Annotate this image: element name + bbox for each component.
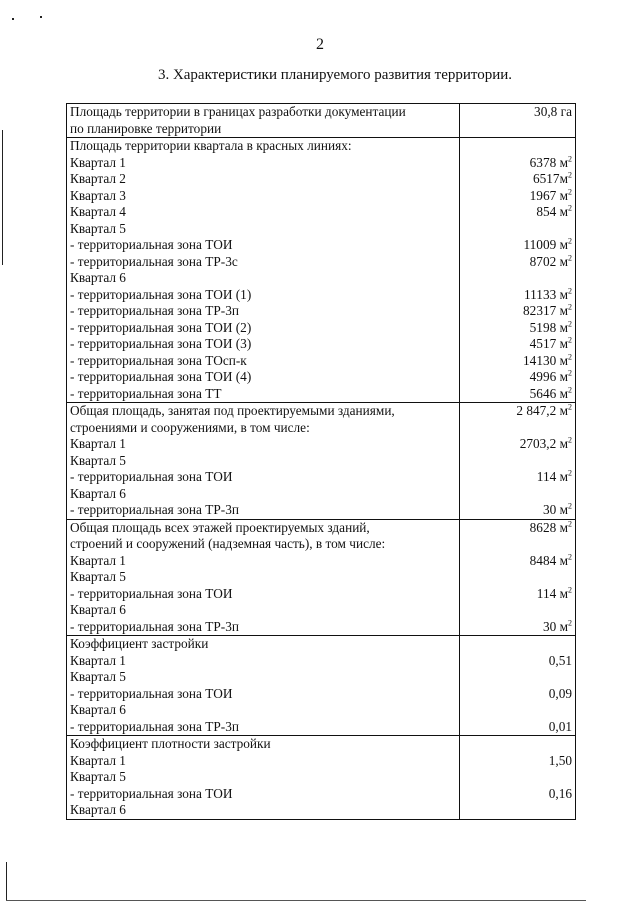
- unit-superscript: 2: [568, 187, 572, 197]
- value-line: [463, 753, 572, 770]
- unit-superscript: 2: [568, 385, 572, 395]
- value-line: [463, 104, 572, 121]
- unit-superscript: 2: [568, 519, 572, 529]
- label-line: Общая площадь, занятая под проектируемыми зданиями,: [70, 403, 395, 418]
- label-line: Квартал 4: [70, 204, 126, 219]
- label-line: - территориальная зона ТОИ (1): [70, 286, 252, 302]
- row-value-cell: [460, 519, 576, 636]
- label-line: Квартал 5: [70, 669, 126, 684]
- label-line: Квартал 6: [70, 702, 126, 717]
- value-line: [463, 736, 572, 753]
- label-line: - территориальная зона ТОсп-к: [70, 352, 247, 368]
- label-line: Квартал 5: [70, 220, 126, 236]
- label-line: - территориальная зона ТР-3п: [70, 718, 239, 734]
- label-line: Квартал 6: [70, 270, 126, 285]
- label-line: Коэффициент застройки: [70, 636, 209, 651]
- row-value-cell: [460, 403, 576, 520]
- value-text: 2703,2 м: [519, 436, 568, 451]
- table-row: [67, 104, 576, 138]
- value-line: [463, 386, 572, 403]
- label-line: Квартал 1: [70, 652, 126, 668]
- unit-superscript: 2: [568, 303, 572, 312]
- value-line: [463, 686, 572, 703]
- label-line: Общая площадь всех этажей проектируемых зданий,: [70, 519, 370, 535]
- value-line: [463, 802, 572, 819]
- value-text: 1967 м: [529, 187, 568, 203]
- table-row: [67, 736, 576, 820]
- value-text: 854 м: [536, 204, 568, 219]
- value-text: 2 847,2 м: [516, 403, 568, 418]
- label-line: - территориальная зона ТОИ: [70, 785, 233, 801]
- table-row: [67, 636, 576, 736]
- label-line: - территориальная зона ТР-3п: [70, 502, 239, 517]
- value-text: 6517м: [532, 171, 568, 186]
- value-line: [463, 353, 572, 370]
- value-line: [463, 138, 572, 155]
- label-line: - территориальная зона ТОИ: [70, 469, 233, 484]
- unit-superscript: 2: [568, 237, 572, 246]
- value-text: 4517 м: [529, 336, 568, 351]
- value-line: [463, 320, 572, 337]
- value-text: 0,51: [548, 652, 572, 668]
- value-text: 1,50: [548, 752, 572, 768]
- value-line: [463, 204, 572, 221]
- scan-corner-mark: [6, 862, 7, 900]
- value-line: [463, 188, 572, 205]
- row-label-cell: [67, 138, 460, 403]
- label-line: Квартал 6: [70, 485, 126, 501]
- unit-superscript: 2: [568, 204, 572, 213]
- unit-superscript: 2: [568, 502, 572, 511]
- value-line: [463, 520, 572, 537]
- label-line: Квартал 5: [70, 452, 126, 468]
- value-line: [463, 270, 572, 287]
- value-text: 0,09: [548, 685, 572, 701]
- unit-superscript: 2: [568, 552, 572, 562]
- row-value-cell: [460, 636, 576, 736]
- unit-superscript: 2: [568, 319, 572, 329]
- table-row: [67, 138, 576, 403]
- value-line: [463, 569, 572, 586]
- value-text: 114 м: [536, 469, 568, 484]
- label-line: - территориальная зона ТОИ: [70, 585, 233, 601]
- label-line: - территориальная зона ТОИ: [70, 685, 233, 701]
- label-line: - территориальная зона ТОИ: [70, 237, 233, 252]
- label-line: - территориальная зона ТОИ (3): [70, 336, 252, 351]
- unit-superscript: 2: [568, 369, 572, 378]
- value-line: [463, 602, 572, 619]
- row-label-cell: [67, 636, 460, 736]
- label-line: Квартал 1: [70, 752, 126, 768]
- unit-superscript: 2: [568, 436, 572, 445]
- label-line: - территориальная зона ТР-3п: [70, 618, 239, 634]
- unit-superscript: 2: [568, 585, 572, 595]
- unit-superscript: 2: [568, 469, 572, 478]
- value-text: 30,8 га: [534, 104, 572, 119]
- value-line: [463, 420, 572, 437]
- table-row: [67, 519, 576, 636]
- row-value-cell: [460, 138, 576, 403]
- unit-superscript: 2: [568, 253, 572, 263]
- scan-bottom-line: [6, 900, 586, 901]
- value-text: 30 м: [542, 502, 568, 517]
- label-line: строениями и сооружениями, в том числе:: [70, 419, 310, 435]
- value-text: 114 м: [536, 585, 568, 601]
- value-text: 5198 м: [529, 319, 568, 335]
- value-text: 8702 м: [529, 253, 568, 269]
- row-label-cell: [67, 519, 460, 636]
- table-row: [67, 403, 576, 520]
- label-line: Квартал 1: [70, 154, 126, 170]
- row-value-cell: [460, 104, 576, 138]
- label-line: Квартал 5: [70, 769, 126, 784]
- unit-superscript: 2: [568, 171, 572, 180]
- value-line: [463, 254, 572, 271]
- row-label-cell: [67, 403, 460, 520]
- value-line: [463, 786, 572, 803]
- label-line: - территориальная зона ТР-3п: [70, 303, 239, 318]
- value-line: [463, 453, 572, 470]
- label-line: - территориальная зона ТТ: [70, 385, 222, 401]
- value-line: [463, 502, 572, 519]
- value-line: [463, 121, 572, 138]
- value-line: [463, 553, 572, 570]
- row-label-cell: [67, 736, 460, 820]
- value-line: [463, 536, 572, 553]
- value-text: 8628 м: [529, 519, 568, 535]
- value-line: [463, 586, 572, 603]
- scan-dot: [12, 18, 14, 20]
- unit-superscript: 2: [568, 336, 572, 345]
- scan-dot: [40, 16, 42, 18]
- label-line: Квартал 1: [70, 552, 126, 568]
- unit-superscript: 2: [568, 286, 572, 296]
- value-line: [463, 369, 572, 386]
- value-line: [463, 436, 572, 453]
- value-line: [463, 287, 572, 304]
- characteristics-table: [66, 103, 576, 820]
- label-line: Площадь территории в границах разработки документации: [70, 104, 406, 119]
- label-line: по планировке территории: [70, 120, 222, 136]
- value-text: 11133 м: [524, 286, 568, 302]
- unit-superscript: 2: [568, 154, 572, 164]
- row-value-cell: [460, 736, 576, 820]
- value-text: 4996 м: [529, 369, 568, 384]
- value-line: [463, 171, 572, 188]
- scan-margin-line: [2, 130, 3, 265]
- value-line: [463, 155, 572, 172]
- value-text: 14130 м: [523, 352, 568, 368]
- value-line: [463, 769, 572, 786]
- value-text: 8484 м: [529, 552, 568, 568]
- value-line: [463, 619, 572, 636]
- label-line: строений и сооружений (надземная часть), в том числе:: [70, 536, 386, 551]
- value-line: [463, 303, 572, 320]
- label-line: Квартал 5: [70, 569, 126, 584]
- label-line: Квартал 2: [70, 171, 126, 186]
- unit-superscript: 2: [568, 352, 572, 362]
- label-line: Квартал 6: [70, 802, 126, 817]
- label-line: Площадь территории квартала в красных линиях:: [70, 138, 352, 153]
- unit-superscript: 2: [568, 618, 572, 628]
- value-line: [463, 469, 572, 486]
- value-text: 6378 м: [529, 154, 568, 170]
- page-number: 2: [316, 36, 324, 53]
- unit-superscript: 2: [568, 403, 572, 412]
- label-line: Квартал 1: [70, 436, 126, 451]
- value-line: [463, 336, 572, 353]
- row-label-cell: [67, 104, 460, 138]
- label-line: Коэффициент плотности застройки: [70, 736, 271, 751]
- value-text: 11009 м: [523, 237, 568, 252]
- value-text: 30 м: [542, 618, 568, 634]
- value-line: [463, 719, 572, 736]
- value-text: 0,16: [548, 785, 572, 801]
- value-line: [463, 669, 572, 686]
- value-line: [463, 702, 572, 719]
- value-text: 0,01: [548, 718, 572, 734]
- label-line: Квартал 3: [70, 187, 126, 203]
- label-line: - территориальная зона ТР-3с: [70, 253, 238, 269]
- value-text: 5646 м: [529, 385, 568, 401]
- value-line: [463, 653, 572, 670]
- label-line: - территориальная зона ТОИ (4): [70, 369, 252, 384]
- value-text: 82317 м: [523, 303, 568, 318]
- value-line: [463, 486, 572, 503]
- section-title: 3. Характеристики планируемого развития территории.: [157, 67, 513, 83]
- value-line: [463, 636, 572, 653]
- value-line: [463, 221, 572, 238]
- value-line: [463, 403, 572, 420]
- value-line: [463, 237, 572, 254]
- label-line: - территориальная зона ТОИ (2): [70, 319, 252, 335]
- label-line: Квартал 6: [70, 602, 126, 617]
